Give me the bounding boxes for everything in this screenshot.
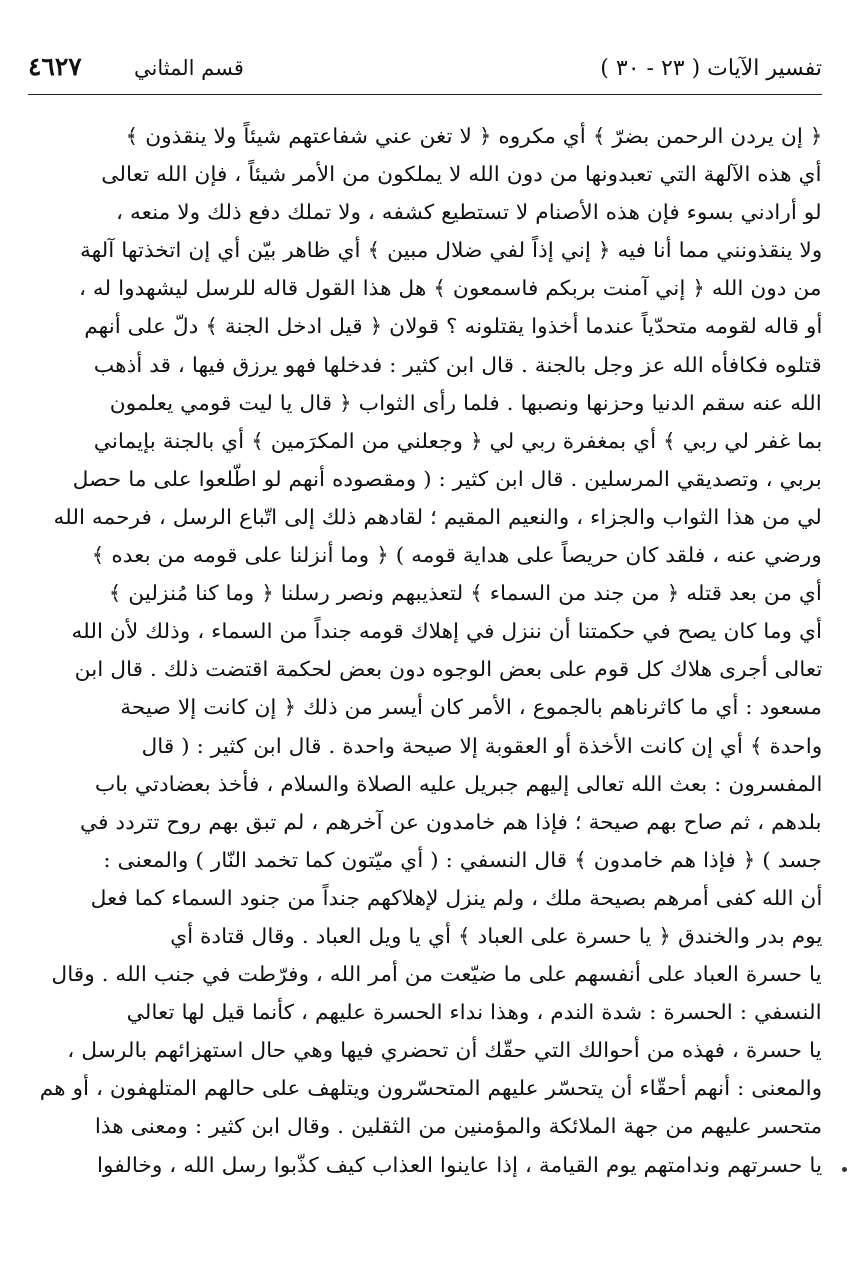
- text-line: [26, 688, 822, 726]
- page-header: [28, 52, 822, 92]
- text-line: [26, 993, 822, 1031]
- page-number: ٤٦٢٧: [28, 52, 82, 81]
- text-line-content: أو قاله لقومه متحدّياً عندما أخذوا يقتلونه ؟ قولان ﴿ قيل ادخل الجنة ﴾ دلّ على أنهم: [83, 314, 822, 339]
- text-line-content: بلدهم ، ثم صاح بهم صيحة ؛ فإذا هم خامدون عن آخرهم ، لم تبق بهم روح تتردد في: [80, 809, 822, 834]
- text-line: [26, 1069, 822, 1107]
- text-line-content: أي هذه الآلهة التي تعبدونها من دون الله لا يملكون من الأمر شيئاً ، فإن الله تعالى: [101, 162, 822, 187]
- text-line-content: يا حسرة ، فهذه من أحوالك التي حقّك أن تحضري فيها وهي حال استهزائهم بالرسل ،: [67, 1038, 822, 1063]
- text-line: [26, 193, 822, 231]
- text-line-content: ﴿ إن يردن الرحمن بضرّ ﴾ أي مكروه ﴿ لا تغن عني شفاعتهم شيئاً ولا ينقذون ﴾: [125, 124, 822, 148]
- text-line-content: أي من بعد قتله ﴿ من جند من السماء ﴾ لتعذيبهم ونصر رسلنا ﴿ وما كنا مُنزلين ﴾: [108, 581, 822, 606]
- text-line-content: بربي ، وتصديقي المرسلين . قال ابن كثير : ( ومقصوده أنهم لو اطّلعوا على ما حصل: [72, 466, 822, 491]
- text-line: [26, 841, 822, 879]
- text-line: [26, 612, 822, 650]
- text-line: [26, 803, 822, 841]
- text-line-content: يوم بدر والخندق ﴿ يا حسرة على العباد ﴾ أي يا ويل العباد . وقال قتادة أي: [169, 923, 822, 948]
- text-line: [26, 307, 822, 345]
- text-line-content: أن الله كفى أمرهم بصيحة ملك ، ولم ينزل لإهلاكهم جنداً من جنود السماء كما فعل: [90, 885, 822, 910]
- text-line-content: مسعود : أي ما كاثرناهم بالجموع ، الأمر كان أيسر من ذلك ﴿ إن كانت إلا صيحة: [120, 695, 822, 720]
- text-line-content: ورضي عنه ، فلقد كان حريصاً على هداية قومه ) ﴿ وما أنزلنا على قومه من بعده ﴾: [91, 543, 822, 568]
- text-line-content: متحسر عليهم من جهة الملائكة والمؤمنين من الثقلين . وقال ابن كثير : ومعنى هذا: [94, 1114, 822, 1139]
- text-line-content: ولا ينقذونني مما أنا فيه ﴿ إني إذاً لفي ضلال مبين ﴾ أي ظاهر بيّن أي إن اتخذتها آلهة: [79, 238, 822, 263]
- text-line-content: النسفي : الحسرة : شدة الندم ، وهذا نداء الحسرة عليهم ، كأنما قيل لها تعالي: [127, 1000, 822, 1025]
- text-line: [26, 384, 822, 422]
- header-rule: [28, 94, 822, 95]
- text-line-content: يا حسرتهم وندامتهم يوم القيامة ، إذا عاينوا العذاب كيف كذّبوا رسل الله ، وخالفوا: [96, 1152, 822, 1177]
- page-body: [26, 117, 822, 1184]
- text-line: [26, 1146, 822, 1184]
- text-line-content: الله عنه سقم الدنيا وحزنها ونصبها . فلما رأى الثواب ﴿ قال يا ليت قومي يعلمون: [109, 390, 822, 415]
- text-line: [26, 879, 822, 917]
- text-line: [26, 346, 822, 384]
- text-line-content: المفسرون : بعث الله تعالى إليهم جبريل عليه الصلاة والسلام ، فأخذ بعضادتي باب: [94, 771, 822, 796]
- text-line: [26, 269, 822, 307]
- text-line-content: لو أرادني بسوء فإن هذه الأصنام لا تستطيع كشفه ، ولا تملك دفع ذلك ولا منعه ،: [116, 200, 822, 225]
- text-line-content: والمعنى : أنهم أحقّاء أن يتحسّر عليهم المتحسّرون ويتلهف على حالهم المتلهفون ، أو هم: [39, 1076, 822, 1101]
- text-line: [26, 1107, 822, 1145]
- text-line-content: أي وما كان يصح في حكمتنا أن ننزل في إهلاك قومه جنداً من السماء ، وذلك لأن الله: [71, 619, 822, 644]
- running-title: تفسير الآيات ( ٢٣ - ٣٠ ): [600, 56, 822, 81]
- text-line-content: يا حسرة العباد على أنفسهم على ما ضيّعت من أمر الله ، وفرّطت في جنب الله . وقال: [51, 962, 822, 987]
- text-line: [26, 155, 822, 193]
- text-line-content: لي من هذا الثواب والجزاء ، والنعيم المقيم ؛ لقادهم ذلك إلى اتّباع الرسل ، فرحمه الله: [53, 504, 822, 529]
- section-name: قسم المثاني: [134, 56, 244, 80]
- text-line: [26, 917, 822, 955]
- text-line-content: تعالى أجرى هلاك كل قوم على بعض الوجوه دون بعض لحكمة اقتضت ذلك . قال ابن: [74, 657, 822, 682]
- text-line: [26, 498, 822, 536]
- text-line: [26, 765, 822, 803]
- text-line-content: واحدة ﴾ أي إن كانت الأخذة أو العقوبة إلا صيحة واحدة . قال ابن كثير : ( قال: [141, 733, 822, 758]
- text-line: [26, 1031, 822, 1069]
- text-line-content: بما غفر لي ربي ﴾ أي بمغفرة ربي لي ﴿ وجعلني من المكرَمين ﴾ أي بالجنة بإيماني: [93, 428, 822, 453]
- margin-mark: [842, 1167, 847, 1172]
- text-line: [26, 422, 822, 460]
- text-line: [26, 117, 822, 155]
- text-line: [26, 727, 822, 765]
- text-line: [26, 231, 822, 269]
- text-line: [26, 955, 822, 993]
- text-line: [26, 650, 822, 688]
- text-line: [26, 574, 822, 612]
- text-line: [26, 536, 822, 574]
- text-line-content: جسد ) ﴿ فإذا هم خامدون ﴾ قال النسفي : ( أي ميّتون كما تخمد النّار ) والمعنى :: [103, 847, 822, 872]
- text-line: [26, 460, 822, 498]
- text-line-content: من دون الله ﴿ إني آمنت بربكم فاسمعون ﴾ هل هذا القول قاله للرسل ليشهدوا له ،: [79, 276, 822, 301]
- text-line-content: قتلوه فكافأه الله عز وجل بالجنة . قال ابن كثير : فدخلها فهو يرزق فيها ، قد أذهب: [93, 352, 822, 377]
